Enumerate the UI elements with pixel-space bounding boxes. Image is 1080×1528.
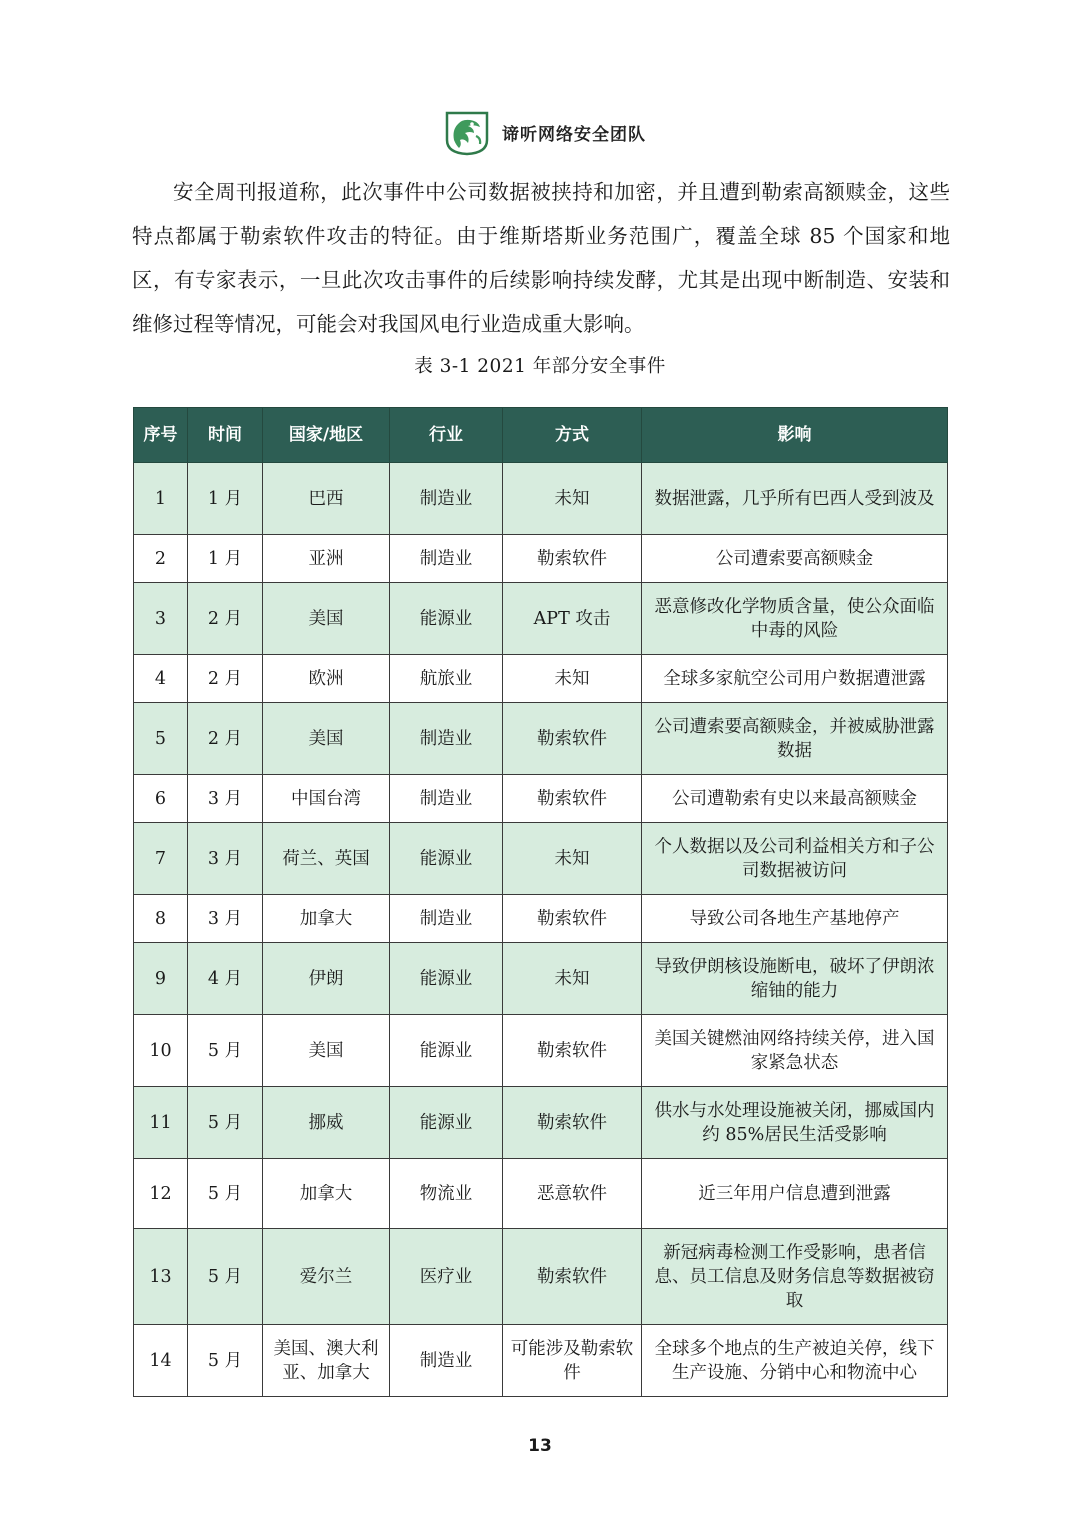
cell-index: 5 [134,703,188,775]
cell-region: 中国台湾 [263,775,390,823]
cell-region: 美国 [263,703,390,775]
cell-time: 2 月 [188,583,263,655]
cell-method: 勒索软件 [503,1087,642,1159]
cell-time: 5 月 [188,1015,263,1087]
cell-industry: 制造业 [390,703,503,775]
cell-method: 可能涉及勒索软件 [503,1325,642,1397]
cell-method: 恶意软件 [503,1159,642,1229]
cell-time: 5 月 [188,1325,263,1397]
cell-impact: 恶意修改化学物质含量，使公众面临中毒的风险 [642,583,948,655]
cell-method: 勒索软件 [503,1015,642,1087]
cell-time: 4 月 [188,943,263,1015]
cell-impact: 全球多家航空公司用户数据遭泄露 [642,655,948,703]
table-row [134,823,948,895]
cell-index: 12 [134,1159,188,1229]
cell-time: 3 月 [188,775,263,823]
table-row [134,463,948,535]
cell-method: 未知 [503,463,642,535]
cell-impact: 近三年用户信息遭到泄露 [642,1159,948,1229]
cell-time: 2 月 [188,655,263,703]
cell-impact: 新冠病毒检测工作受影响，患者信息、员工信息及财务信息等数据被窃取 [642,1229,948,1325]
cell-time: 5 月 [188,1159,263,1229]
cell-industry: 制造业 [390,895,503,943]
cell-index: 4 [134,655,188,703]
table-row [134,703,948,775]
cell-industry: 制造业 [390,775,503,823]
cell-impact: 个人数据以及公司利益相关方和子公司数据被访问 [642,823,948,895]
column-header-index: 序号 [134,408,188,463]
cell-region: 荷兰、英国 [263,823,390,895]
cell-industry: 航旅业 [390,655,503,703]
table-row [134,1015,948,1087]
table-row [134,655,948,703]
cell-industry: 能源业 [390,1087,503,1159]
column-header-region: 国家/地区 [263,408,390,463]
cell-method: APT 攻击 [503,583,642,655]
cell-method: 勒索软件 [503,1229,642,1325]
cell-industry: 能源业 [390,1015,503,1087]
cell-index: 6 [134,775,188,823]
cell-industry: 制造业 [390,535,503,583]
cell-impact: 公司遭索要高额赎金 [642,535,948,583]
table-row [134,535,948,583]
cell-region: 亚洲 [263,535,390,583]
cell-method: 勒索软件 [503,775,642,823]
security-events-table [133,407,948,1397]
cell-region: 美国 [263,583,390,655]
table-caption: 表 3-1 2021 年部分安全事件 [414,356,666,377]
table-row [134,895,948,943]
body-paragraph: 安全周刊报道称，此次事件中公司数据被挟持和加密，并且遭到勒索高额赎金，这些特点都属于勒索软件攻击的特征。由于维斯塔斯业务范围广，覆盖全球 85 个国家和地区，有专家表示，一旦此次攻击事件的后续影响持续发酵，尤其是出现中断制造、安装和维修过程等情况，可能会对我国风电行业造成重大影响。 [132,180,950,336]
cell-industry: 制造业 [390,463,503,535]
cell-region: 爱尔兰 [263,1229,390,1325]
column-header-impact: 影响 [642,408,948,463]
table-row [134,1229,948,1325]
column-header-time: 时间 [188,408,263,463]
table-row [134,943,948,1015]
cell-industry: 能源业 [390,583,503,655]
cell-index: 14 [134,1325,188,1397]
cell-method: 勒索软件 [503,535,642,583]
cell-index: 13 [134,1229,188,1325]
cell-index: 10 [134,1015,188,1087]
cell-time: 3 月 [188,823,263,895]
cell-industry: 能源业 [390,823,503,895]
cell-region: 伊朗 [263,943,390,1015]
cell-impact: 数据泄露，几乎所有巴西人受到波及 [642,463,948,535]
table-row [134,1159,948,1229]
cell-method: 未知 [503,943,642,1015]
cell-industry: 制造业 [390,1325,503,1397]
cell-method: 未知 [503,655,642,703]
cell-time: 2 月 [188,703,263,775]
cell-method: 未知 [503,823,642,895]
table-row [134,775,948,823]
page-number: 13 [528,1436,552,1456]
table-row [134,1325,948,1397]
cell-time: 3 月 [188,895,263,943]
column-header-industry: 行业 [390,408,503,463]
cell-index: 2 [134,535,188,583]
cell-region: 挪威 [263,1087,390,1159]
column-header-method: 方式 [503,408,642,463]
cell-time: 1 月 [188,463,263,535]
cell-time: 1 月 [188,535,263,583]
table-header-row [134,408,948,463]
cell-impact: 公司遭索要高额赎金，并被威胁泄露数据 [642,703,948,775]
cell-region: 加拿大 [263,1159,390,1229]
cell-region: 巴西 [263,463,390,535]
cell-index: 7 [134,823,188,895]
dragon-logo-icon [444,110,490,156]
page-header [0,110,1080,158]
cell-index: 1 [134,463,188,535]
table-row [134,1087,948,1159]
cell-index: 3 [134,583,188,655]
cell-index: 9 [134,943,188,1015]
cell-impact: 全球多个地点的生产被迫关停，线下生产设施、分销中心和物流中心 [642,1325,948,1397]
cell-region: 欧洲 [263,655,390,703]
cell-index: 11 [134,1087,188,1159]
cell-index: 8 [134,895,188,943]
cell-time: 5 月 [188,1087,263,1159]
cell-time: 5 月 [188,1229,263,1325]
cell-region: 美国、澳大利亚、加拿大 [263,1325,390,1397]
cell-region: 加拿大 [263,895,390,943]
cell-region: 美国 [263,1015,390,1087]
cell-impact: 导致公司各地生产基地停产 [642,895,948,943]
cell-method: 勒索软件 [503,703,642,775]
cell-method: 勒索软件 [503,895,642,943]
cell-impact: 美国关键燃油网络持续关停，进入国家紧急状态 [642,1015,948,1087]
cell-industry: 医疗业 [390,1229,503,1325]
brand-name: 谛听网络安全团队 [502,125,646,145]
cell-impact: 导致伊朗核设施断电，破坏了伊朗浓缩铀的能力 [642,943,948,1015]
table-row [134,583,948,655]
cell-industry: 能源业 [390,943,503,1015]
cell-impact: 供水与水处理设施被关闭，挪威国内约 85%居民生活受影响 [642,1087,948,1159]
cell-industry: 物流业 [390,1159,503,1229]
cell-impact: 公司遭勒索有史以来最高额赎金 [642,775,948,823]
